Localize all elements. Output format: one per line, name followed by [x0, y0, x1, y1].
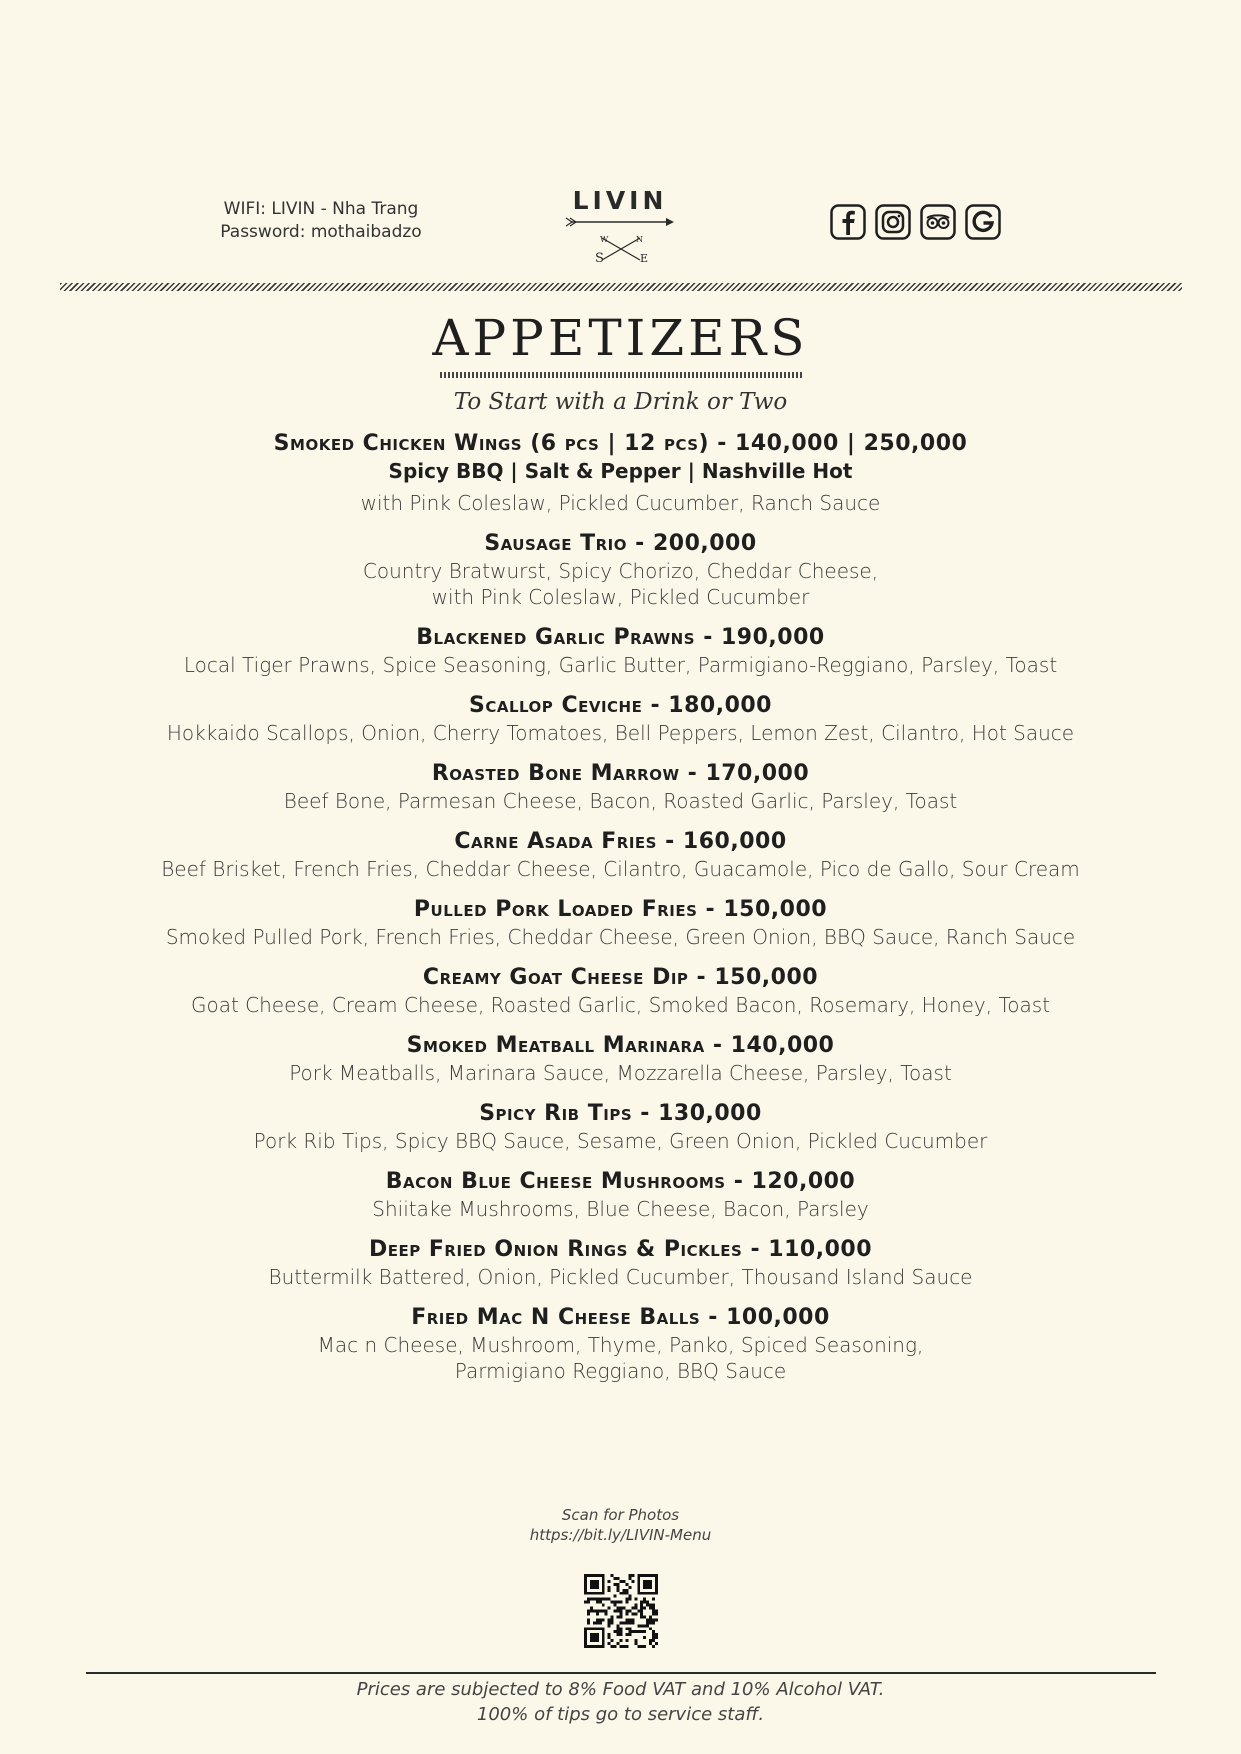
menu-item [0, 1304, 1241, 1384]
menu-item [0, 1032, 1241, 1086]
menu-item [0, 692, 1241, 746]
instagram-icon[interactable] [875, 204, 911, 240]
menu-item-name: Spicy Rib Tips - 130,000 [479, 1101, 762, 1126]
menu-item [0, 430, 1241, 516]
menu-item [0, 964, 1241, 1018]
menu-item-name: Fried Mac N Cheese Balls - 100,000 [411, 1305, 830, 1330]
section-title: APPETIZERS [432, 309, 809, 367]
qr-code[interactable] [584, 1574, 658, 1648]
vat-note: Prices are subjected to 8% Food VAT and 10% Alcohol VAT. [356, 1679, 885, 1700]
footer [0, 1677, 1241, 1727]
menu-item-name: Carne Asada Fries - 160,000 [454, 829, 787, 854]
title-underline [440, 372, 802, 378]
menu-item-description: Parmigiano Reggiano, BBQ Sauce [454, 1359, 787, 1383]
compass-n: N [636, 235, 643, 244]
menu-item-description: Local Tiger Prawns, Spice Seasoning, Garlic Butter, Parmigiano-Reggiano, Parsley, Toast [183, 653, 1058, 677]
menu-item [0, 530, 1241, 610]
menu-item-description: Mac n Cheese, Mushroom, Thyme, Panko, Spiced Seasoning, [317, 1333, 924, 1357]
menu-item-description: with Pink Coleslaw, Pickled Cucumber [431, 585, 810, 609]
menu-item-description: Buttermilk Battered, Onion, Pickled Cucumber, Thousand Island Sauce [268, 1265, 973, 1289]
scan-info [0, 1505, 1241, 1545]
section-subtitle: To Start with a Drink or Two [453, 389, 788, 415]
wifi-info [206, 198, 436, 244]
menu-item-description: Country Bratwurst, Spicy Chorizo, Cheddar Cheese, [362, 559, 879, 583]
header-divider [60, 283, 1182, 291]
menu-item-description: Beef Brisket, French Fries, Cheddar Cheese, Cilantro, Guacamole, Pico de Gallo, Sour Cream [161, 857, 1080, 881]
wifi-line: WIFI: LIVIN - Nha Trang [223, 199, 419, 219]
menu-item [0, 1168, 1241, 1222]
tripadvisor-icon[interactable] [920, 204, 956, 240]
compass-icon [560, 216, 680, 266]
logo-text: LIVIN [572, 186, 668, 215]
menu-item-name: Roasted Bone Marrow - 170,000 [431, 761, 810, 786]
menu-items [0, 430, 1241, 1398]
menu-item-name: Sausage Trio - 200,000 [484, 531, 757, 556]
menu-item [0, 896, 1241, 950]
menu-item-name: Deep Fried Onion Rings & Pickles - 110,000 [368, 1237, 873, 1262]
menu-item-name: Creamy Goat Cheese Dip - 150,000 [422, 965, 819, 990]
livin-logo [560, 186, 680, 268]
menu-item [0, 1236, 1241, 1290]
menu-item [0, 624, 1241, 678]
menu-item-name: Blackened Garlic Prawns - 190,000 [416, 625, 825, 650]
menu-item-description: Pork Meatballs, Marinara Sauce, Mozzarella Cheese, Parsley, Toast [289, 1061, 952, 1085]
tips-note: 100% of tips go to service staff. [476, 1704, 765, 1725]
menu-item-description: Pork Rib Tips, Spicy BBQ Sauce, Sesame, Green Onion, Pickled Cucumber [253, 1129, 988, 1153]
menu-item [0, 760, 1241, 814]
scan-label: Scan for Photos [561, 1506, 680, 1524]
menu-item-description: Beef Bone, Parmesan Cheese, Bacon, Roasted Garlic, Parsley, Toast [283, 789, 958, 813]
menu-item [0, 828, 1241, 882]
menu-item-description: Hokkaido Scallops, Onion, Cherry Tomatoes, Bell Peppers, Lemon Zest, Cilantro, Hot Sauce [166, 721, 1075, 745]
menu-item-name: Smoked Meatball Marinara - 140,000 [406, 1033, 835, 1058]
menu-item-name: Smoked Chicken Wings (6 pcs | 12 pcs) - 140,000 | 250,000 [273, 431, 968, 456]
scan-url[interactable]: https://bit.ly/LIVIN-Menu [529, 1526, 712, 1544]
menu-item-description: Smoked Pulled Pork, French Fries, Cheddar Cheese, Green Onion, BBQ Sauce, Ranch Sauce [165, 925, 1076, 949]
menu-item-description: with Pink Coleslaw, Pickled Cucumber, Ranch Sauce [360, 491, 881, 515]
menu-item-name: Scallop Ceviche - 180,000 [469, 693, 772, 718]
facebook-icon[interactable] [830, 204, 866, 240]
google-icon[interactable] [965, 204, 1001, 240]
menu-item-options: Spicy BBQ | Salt & Pepper | Nashville Hot [388, 459, 853, 483]
menu-item-description: Goat Cheese, Cream Cheese, Roasted Garlic, Smoked Bacon, Rosemary, Honey, Toast [190, 993, 1051, 1017]
compass-e: E [640, 252, 649, 265]
menu-item-name: Pulled Pork Loaded Fries - 150,000 [413, 897, 828, 922]
compass-s: S [595, 251, 604, 266]
menu-item-description: Shiitake Mushrooms, Blue Cheese, Bacon, Parsley [372, 1197, 869, 1221]
compass-w: W [600, 235, 609, 244]
password-line: Password: mothaibadzo [220, 222, 422, 242]
menu-item-name: Bacon Blue Cheese Mushrooms - 120,000 [385, 1169, 856, 1194]
footer-divider [86, 1672, 1156, 1674]
menu-item [0, 1100, 1241, 1154]
social-links [830, 204, 1001, 240]
